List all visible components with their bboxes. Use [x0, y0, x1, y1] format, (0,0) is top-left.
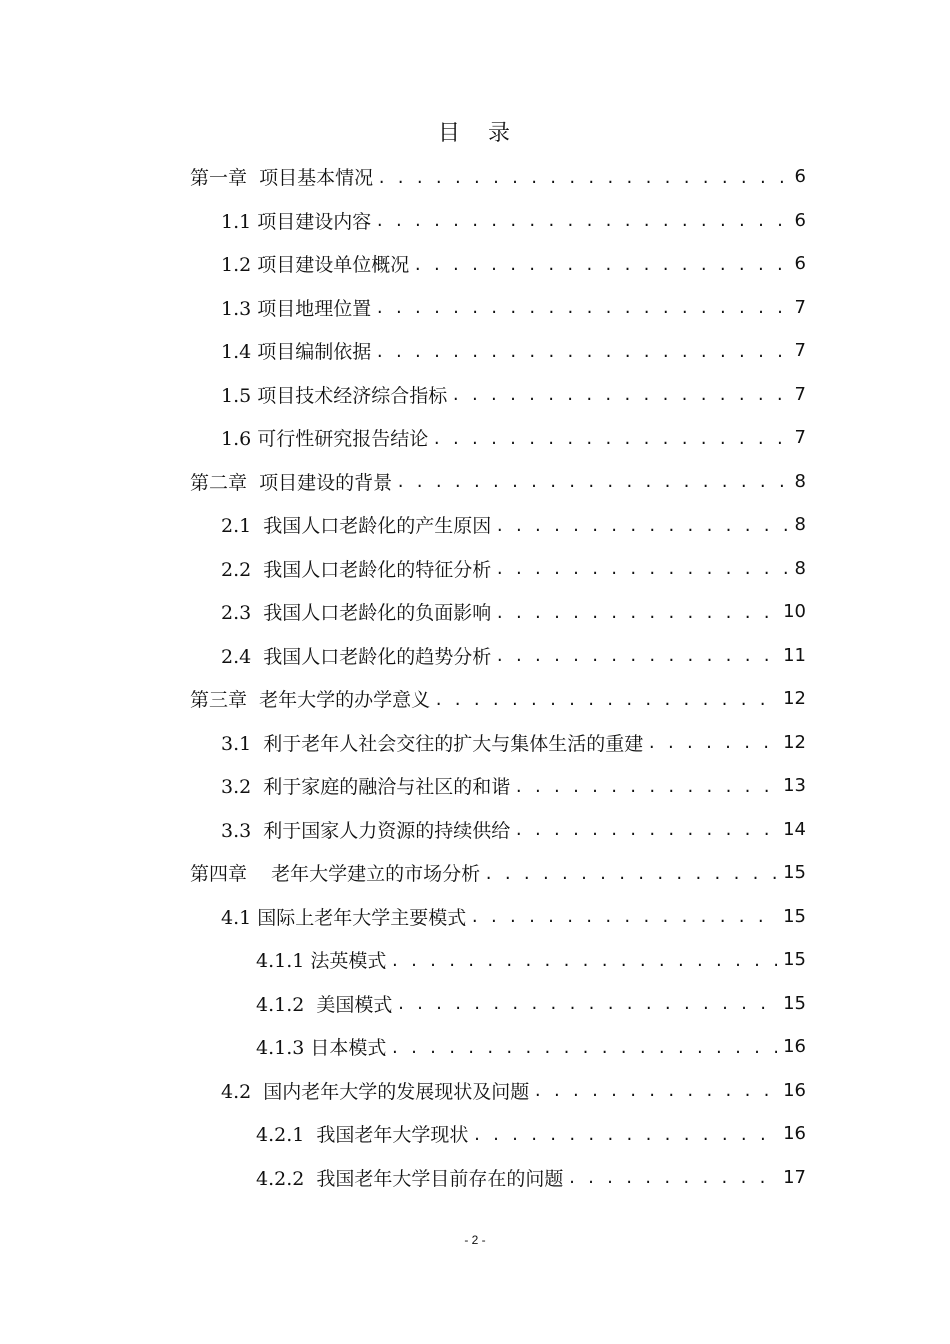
toc-entry-label: 1.4 项目编制依据 — [221, 341, 372, 364]
toc-entry[interactable] — [190, 1025, 806, 1069]
toc-entry-label: 2.4 我国人口老龄化的趋势分析 — [221, 645, 492, 668]
toc-entry[interactable] — [190, 547, 806, 591]
toc-entry-label: 第四章 老年大学建立的市场分析 — [190, 863, 481, 886]
page-number-footer: - 2 - — [464, 1233, 486, 1247]
toc-dot-leader — [434, 691, 777, 709]
toc-dot-leader — [495, 560, 788, 578]
toc-entry[interactable] — [190, 1156, 806, 1200]
toc-entry-page-number: 8 — [794, 470, 806, 492]
toc-entry-page-number: 8 — [794, 514, 806, 536]
toc-entry-label: 第一章 项目基本情况 — [190, 167, 374, 190]
toc-entry[interactable] — [190, 416, 806, 460]
toc-entry[interactable] — [190, 938, 806, 982]
toc-entry[interactable] — [190, 895, 806, 939]
toc-entry[interactable] — [190, 634, 806, 678]
toc-dot-leader — [390, 952, 777, 970]
toc-entry[interactable] — [190, 373, 806, 417]
toc-dot-leader — [495, 647, 777, 665]
toc-title-char-2: 录 — [488, 121, 513, 146]
toc-entry-label: 4.1.2 美国模式 — [256, 993, 393, 1016]
toc-entry-label: 4.1 国际上老年大学主要模式 — [221, 906, 467, 929]
toc-dot-leader — [451, 386, 788, 404]
toc-entry[interactable] — [190, 808, 806, 852]
toc-entry[interactable] — [190, 764, 806, 808]
toc-entry[interactable] — [190, 677, 806, 721]
toc-entry-label: 4.1.3 日本模式 — [256, 1037, 387, 1060]
toc-entry[interactable] — [190, 982, 806, 1026]
toc-entry[interactable] — [190, 155, 806, 199]
toc-dot-leader — [432, 430, 788, 448]
toc-dot-leader — [413, 256, 788, 274]
toc-entry[interactable] — [190, 851, 806, 895]
toc-entry-label: 3.2 利于家庭的融洽与社区的和谐 — [221, 776, 511, 799]
toc-entry-page-number: 11 — [783, 644, 806, 666]
toc-entry-page-number: 6 — [794, 253, 806, 275]
toc-dot-leader — [495, 517, 788, 535]
toc-entry-page-number: 7 — [794, 340, 806, 362]
toc-entry-page-number: 8 — [794, 557, 806, 579]
toc-entry-page-number: 17 — [783, 1166, 806, 1188]
toc-entry[interactable] — [190, 721, 806, 765]
toc-entry[interactable] — [190, 1069, 806, 1113]
toc-entry[interactable] — [190, 590, 806, 634]
table-of-contents — [190, 155, 806, 1199]
toc-entry-page-number: 15 — [783, 992, 806, 1014]
toc-title-char-1: 目 — [437, 121, 462, 146]
toc-dot-leader — [533, 1082, 777, 1100]
toc-dot-leader — [390, 1039, 777, 1057]
toc-entry[interactable] — [190, 503, 806, 547]
toc-entry[interactable] — [190, 460, 806, 504]
toc-dot-leader — [377, 169, 788, 187]
toc-entry-label: 3.1 利于老年人社会交往的扩大与集体生活的重建 — [221, 732, 644, 755]
toc-entry-page-number: 6 — [794, 209, 806, 231]
toc-entry-page-number: 10 — [783, 601, 806, 623]
toc-entry-page-number: 13 — [783, 775, 806, 797]
toc-entry-page-number: 15 — [783, 905, 806, 927]
toc-dot-leader — [495, 604, 777, 622]
toc-entry-page-number: 7 — [794, 296, 806, 318]
toc-entry-page-number: 14 — [783, 818, 806, 840]
toc-dot-leader — [375, 212, 788, 230]
toc-dot-leader — [396, 995, 777, 1013]
toc-entry-page-number: 7 — [794, 383, 806, 405]
toc-entry-label: 第二章 项目建设的背景 — [190, 471, 393, 494]
toc-dot-leader — [514, 821, 777, 839]
toc-entry-label: 2.2 我国人口老龄化的特征分析 — [221, 558, 492, 581]
toc-entry[interactable] — [190, 329, 806, 373]
toc-dot-leader — [396, 473, 788, 491]
toc-entry[interactable] — [190, 242, 806, 286]
toc-entry-label: 2.3 我国人口老龄化的负面影响 — [221, 602, 492, 625]
toc-dot-leader — [472, 1126, 777, 1144]
toc-dot-leader — [647, 734, 777, 752]
toc-entry-label: 4.2.2 我国老年大学目前存在的问题 — [256, 1167, 564, 1190]
toc-entry-page-number: 12 — [783, 688, 806, 710]
toc-dot-leader — [514, 778, 777, 796]
toc-entry-page-number: 16 — [783, 1079, 806, 1101]
toc-entry-page-number: 7 — [794, 427, 806, 449]
toc-dot-leader — [567, 1169, 777, 1187]
toc-dot-leader — [375, 299, 788, 317]
toc-entry-page-number: 12 — [783, 731, 806, 753]
toc-entry[interactable] — [190, 1112, 806, 1156]
toc-dot-leader — [484, 865, 777, 883]
toc-entry-label: 4.1.1 法英模式 — [256, 950, 387, 973]
toc-entry-label: 2.1 我国人口老龄化的产生原因 — [221, 515, 492, 538]
toc-entry-label: 4.2 国内老年大学的发展现状及问题 — [221, 1080, 530, 1103]
toc-entry-label: 1.3 项目地理位置 — [221, 297, 372, 320]
toc-entry-label: 第三章 老年大学的办学意义 — [190, 689, 431, 712]
toc-dot-leader — [470, 908, 777, 926]
toc-entry-label: 1.1 项目建设内容 — [221, 210, 372, 233]
toc-entry-page-number: 16 — [783, 1036, 806, 1058]
toc-entry-page-number: 15 — [783, 949, 806, 971]
toc-entry-page-number: 15 — [783, 862, 806, 884]
toc-dot-leader — [375, 343, 788, 361]
toc-entry-label: 1.2 项目建设单位概况 — [221, 254, 410, 277]
toc-entry[interactable] — [190, 286, 806, 330]
toc-entry-label: 3.3 利于国家人力资源的持续供给 — [221, 819, 511, 842]
toc-entry-page-number: 6 — [794, 166, 806, 188]
toc-entry[interactable] — [190, 199, 806, 243]
toc-entry-page-number: 16 — [783, 1123, 806, 1145]
toc-entry-label: 1.6 可行性研究报告结论 — [221, 428, 429, 451]
toc-entry-label: 4.2.1 我国老年大学现状 — [256, 1124, 469, 1147]
toc-entry-label: 1.5 项目技术经济综合指标 — [221, 384, 448, 407]
toc-title — [0, 116, 950, 147]
